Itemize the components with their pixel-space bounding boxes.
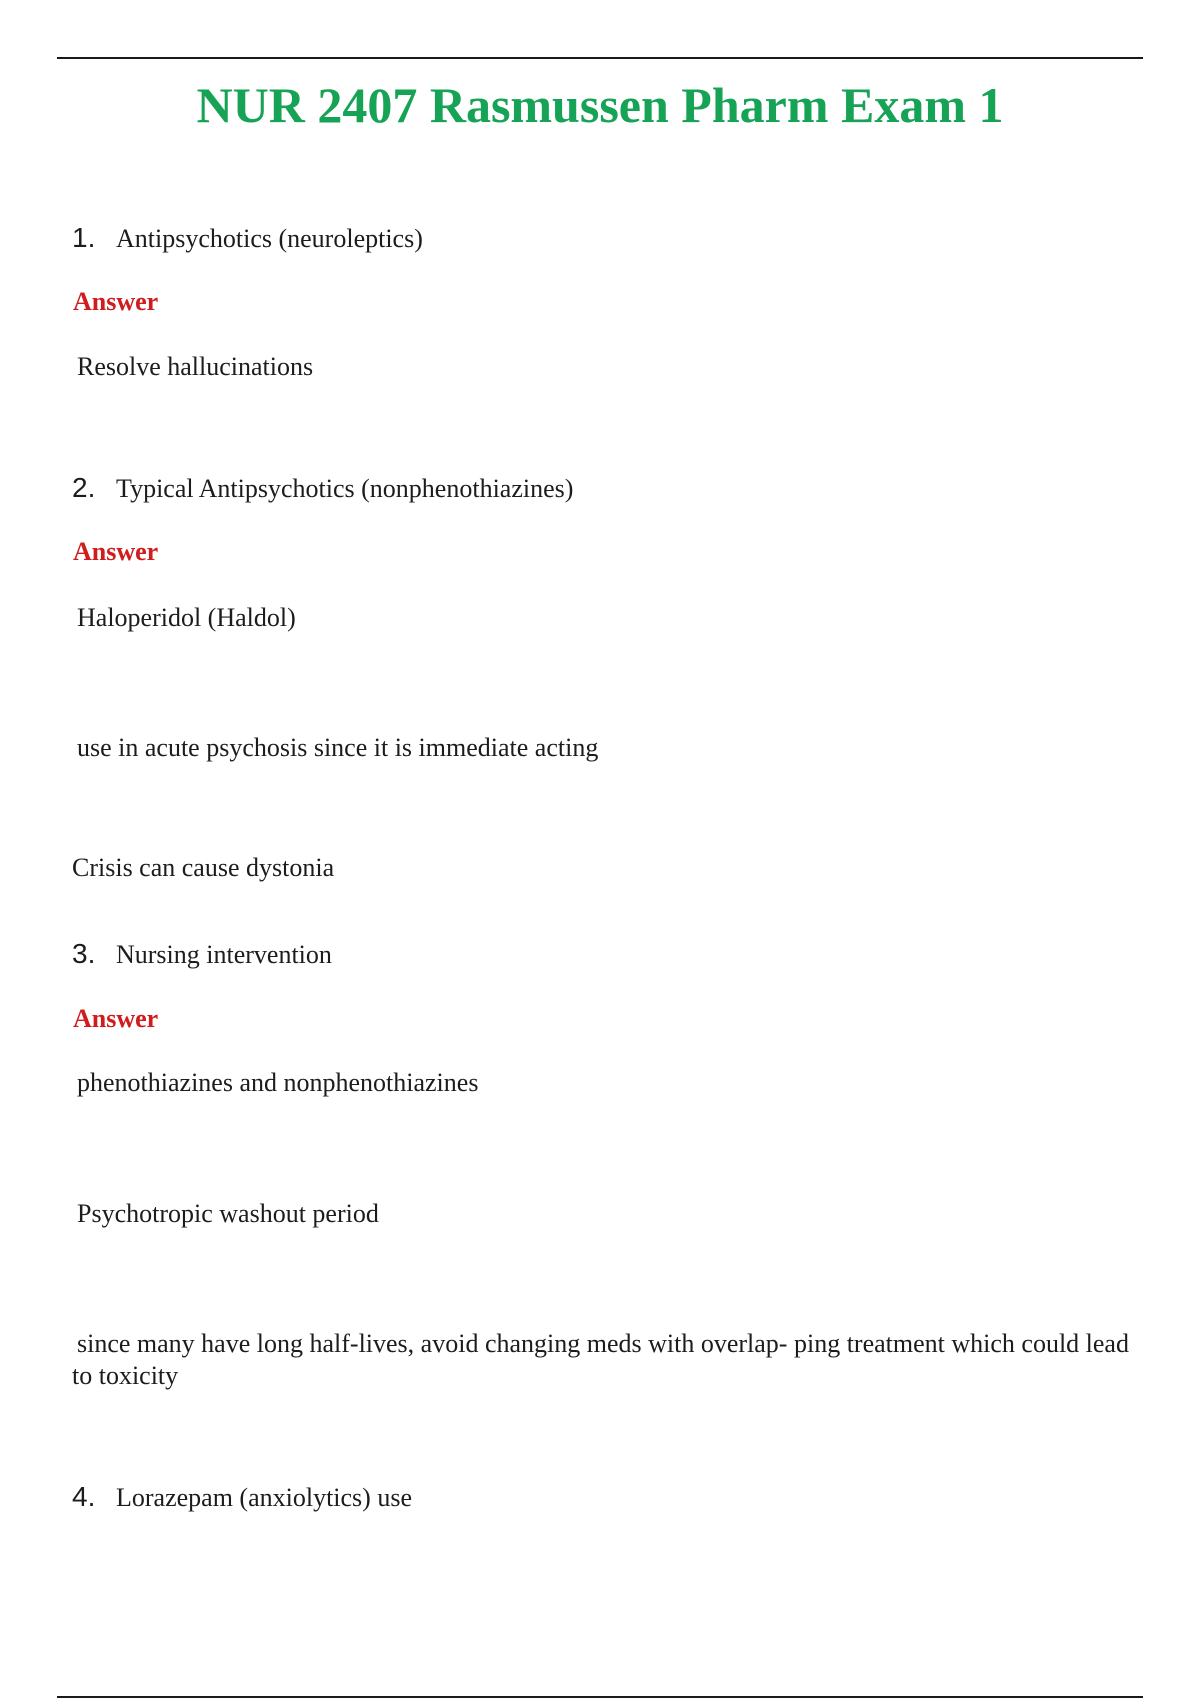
question-prompt: Nursing intervention bbox=[116, 940, 332, 969]
question-prompt: Typical Antipsychotics (nonphenothiazines) bbox=[116, 474, 574, 503]
question-number: 3. bbox=[72, 938, 96, 969]
question-2 bbox=[72, 470, 573, 507]
question-number: 4. bbox=[72, 1481, 96, 1512]
top-rule bbox=[57, 57, 1143, 59]
answer-line: Crisis can cause dystonia bbox=[72, 853, 335, 882]
answer-label: Answer bbox=[73, 537, 159, 566]
question-number: 2. bbox=[72, 472, 96, 503]
bottom-rule bbox=[57, 1696, 1143, 1698]
question-prompt: Antipsychotics (neuroleptics) bbox=[116, 224, 423, 253]
answer-line: use in acute psychosis since it is immediate acting bbox=[77, 733, 599, 762]
question-number: 1. bbox=[72, 222, 96, 253]
question-4 bbox=[72, 1479, 412, 1516]
question-1 bbox=[72, 220, 423, 257]
answer-line: Psychotropic washout period bbox=[77, 1199, 379, 1228]
answer-paragraph: since many have long half-lives, avoid changing meds with overlap- ping treatment which could lead to toxicity bbox=[72, 1329, 1129, 1390]
answer-line: Haloperidol (Haldol) bbox=[77, 603, 296, 632]
answer-line: phenothiazines and nonphenothiazines bbox=[77, 1068, 479, 1097]
answer-line: Resolve hallucinations bbox=[77, 352, 314, 381]
question-prompt: Lorazepam (anxiolytics) use bbox=[116, 1483, 412, 1512]
question-3 bbox=[72, 936, 332, 973]
answer-label: Answer bbox=[73, 1004, 159, 1033]
answer-label: Answer bbox=[73, 287, 159, 316]
document-title: NUR 2407 Rasmussen Pharm Exam 1 bbox=[196, 77, 1004, 133]
